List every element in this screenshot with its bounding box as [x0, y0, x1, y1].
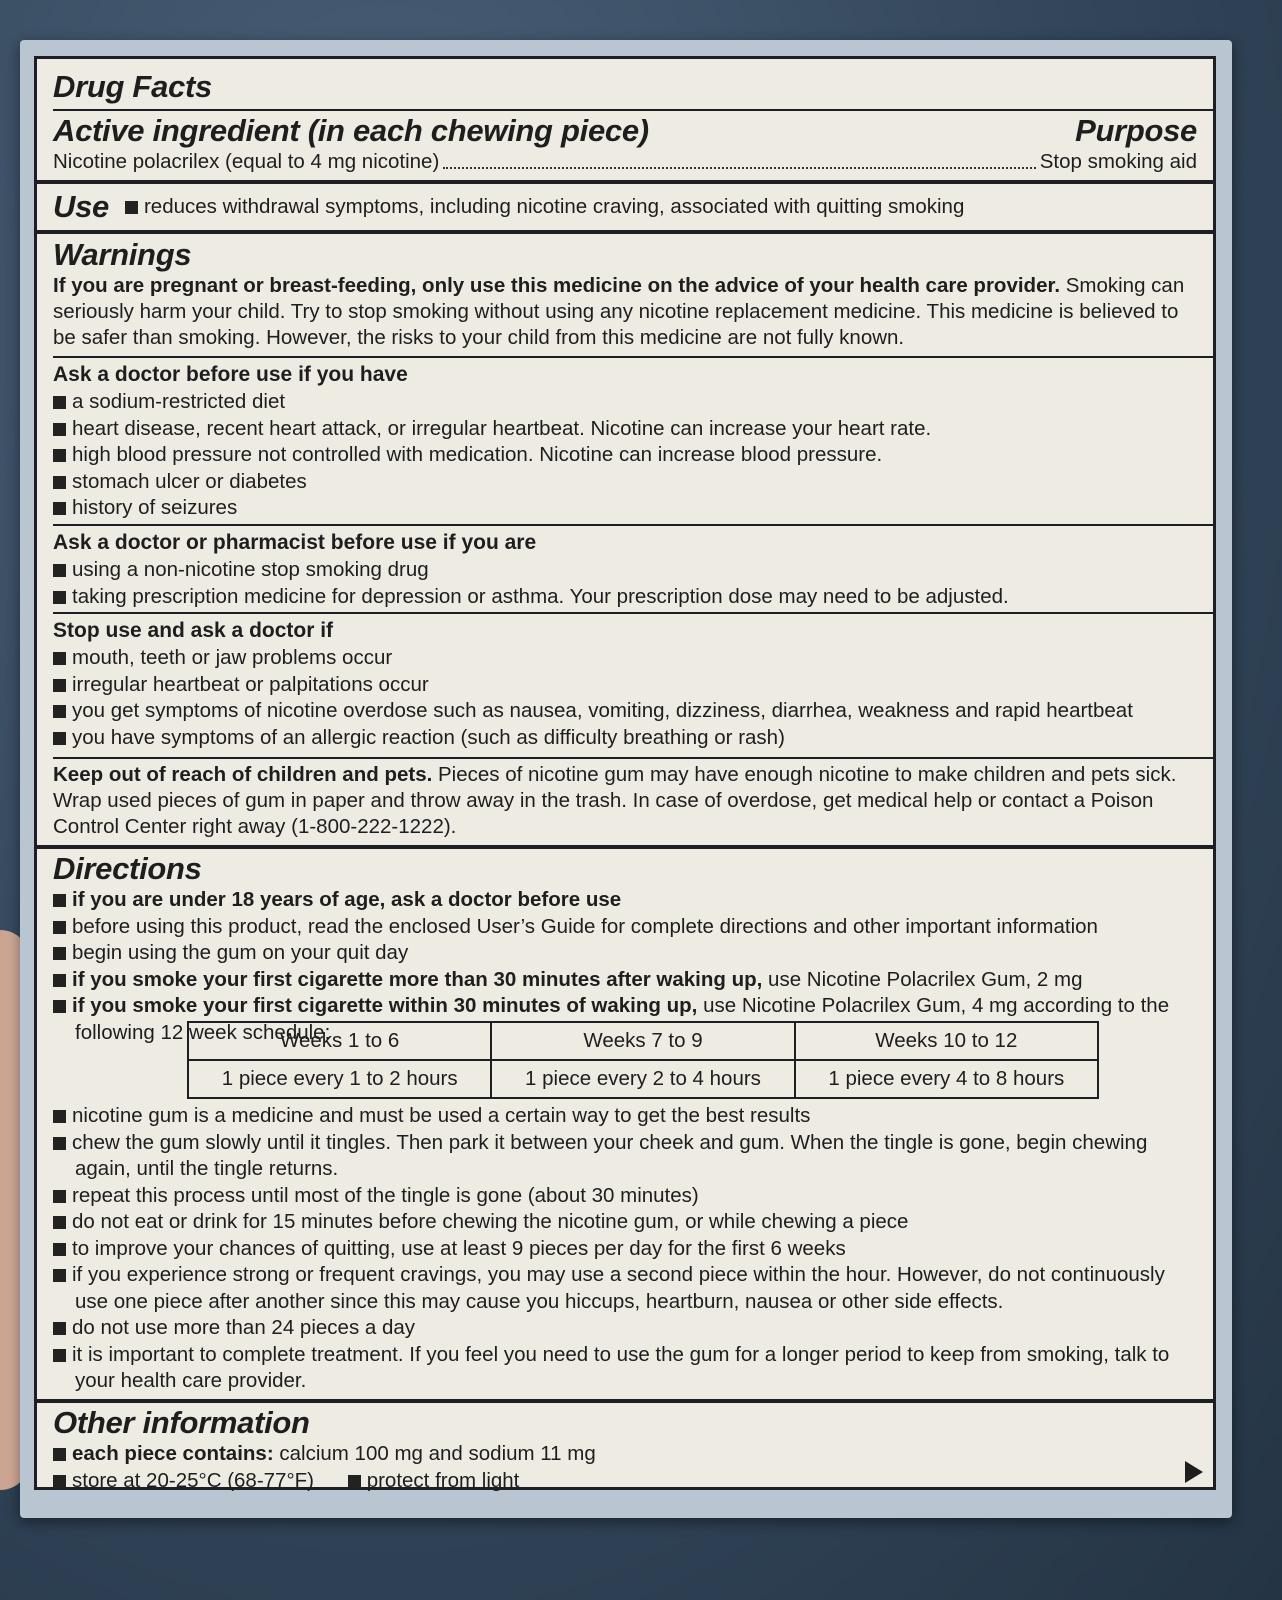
drug-facts-panel	[34, 56, 1216, 1490]
bullet-icon	[125, 201, 138, 214]
table-header-cell: Weeks 1 to 6	[188, 1022, 491, 1060]
bullet-icon	[53, 591, 66, 604]
keep-out-section	[37, 762, 1213, 840]
bullet-icon	[53, 1269, 66, 1282]
dosing-schedule-table	[187, 1021, 1099, 1099]
pregnancy-warning	[53, 273, 1197, 351]
keep-out-warning	[53, 762, 1193, 840]
bullet-icon	[53, 1349, 66, 1362]
table-header-cell: Weeks 10 to 12	[795, 1022, 1098, 1060]
table-cell: 1 piece every 4 to 8 hours	[795, 1060, 1098, 1098]
warnings-rule	[53, 356, 1213, 358]
bullet-icon	[53, 1216, 66, 1229]
list-item: each piece contains: calcium 100 mg and sodium 11 mg	[53, 1441, 1197, 1468]
ask-pharmacist-heading: Ask a doctor or pharmacist before use if you are	[53, 531, 537, 554]
list-item: to improve your chances of quitting, use at least 9 pieces per day for the first 6 weeks	[53, 1236, 1193, 1263]
ask-pharmacist-section	[37, 529, 1213, 610]
directions-section	[37, 851, 1213, 1396]
use-heading: Use	[53, 189, 109, 224]
table-header-cell: Weeks 7 to 9	[491, 1022, 794, 1060]
bullet-icon	[53, 1322, 66, 1335]
list-item: do not eat or drink for 15 minutes before chewing the nicotine gum, or while chewing a piece	[53, 1209, 1193, 1236]
keep-out-text: Pieces of nicotine gum may have enough nicotine to make children and pets sick. Wrap used pieces of gum in paper and throw away in the trash. In case of overdose, get medical help or contact a Poison Control Center right away (1-800-222-1222).	[53, 763, 1177, 838]
bullet-icon	[53, 679, 66, 692]
purpose-heading: Purpose	[1075, 113, 1197, 148]
list-item: stomach ulcer or diabetes	[53, 469, 1197, 496]
list-item: heart disease, recent heart attack, or irregular heartbeat. Nicotine can increase your heart rate.	[53, 416, 1197, 443]
list-item: high blood pressure not controlled with medication. Nicotine can increase blood pressure.	[53, 442, 1197, 469]
continue-arrow-icon	[1185, 1461, 1203, 1483]
list-item: before using this product, read the enclosed User’s Guide for complete directions and other important information	[53, 914, 1197, 941]
pregnancy-text: Smoking can seriously harm your child. Try to stop smoking without using any nicotine replacement medicine. This medicine is believed to be safer than smoking. However, the risks to your child from this medicine are not fully known.	[53, 274, 1185, 349]
list-item: if you smoke your first cigarette more than 30 minutes after waking up, use Nicotine Polacrilex Gum, 2 mg	[53, 967, 1197, 994]
drug-facts-title: Drug Facts	[53, 69, 212, 104]
ingredient-text: Nicotine polacrilex (equal to 4 mg nicotine)	[53, 150, 440, 173]
bullet-icon	[53, 1243, 66, 1256]
stop-use-heading: Stop use and ask a doctor if	[53, 619, 334, 642]
title-rule	[53, 109, 1213, 111]
list-item: store at 20-25°C (68-77°F) protect from light	[53, 1468, 1197, 1495]
bullet-icon	[53, 502, 66, 515]
bullet-icon	[53, 1448, 66, 1461]
list-item: if you smoke your first cigarette within 30 minutes of waking up, use Nicotine Polacrilex Gum, 4 mg according to the	[53, 993, 1197, 1020]
list-item: using a non-nicotine stop smoking drug	[53, 557, 1197, 584]
list-item: a sodium-restricted diet	[53, 389, 1197, 416]
active-rule	[37, 180, 1213, 184]
other-information-section	[37, 1405, 1213, 1494]
directions-heading: Directions	[53, 851, 202, 886]
ask-doctor-heading: Ask a doctor before use if you have	[53, 363, 408, 386]
list-item: if you experience strong or frequent cravings, you may use a second piece within the hour. However, do not continuously use one piece after another since this may cause you hiccups, heartburn, nausea or other side effects.	[53, 1262, 1193, 1315]
bullet-icon	[53, 921, 66, 934]
list-item: if you are under 18 years of age, ask a doctor before use	[53, 887, 1197, 914]
bullet-icon	[53, 396, 66, 409]
schedule-intro: following 12 week schedule:	[75, 1020, 331, 1044]
list-item: it is important to complete treatment. If you feel you need to use the gum for a longer period to keep from smoking, talk to your health care provider.	[53, 1342, 1193, 1395]
warnings-end-rule	[37, 845, 1213, 849]
package-box	[20, 40, 1232, 1518]
leader-dots	[443, 167, 1035, 169]
bullet-icon	[53, 705, 66, 718]
ask-doctor-section	[37, 361, 1213, 522]
bullet-icon	[53, 1190, 66, 1203]
warnings-heading: Warnings	[53, 237, 192, 272]
table-cell: 1 piece every 2 to 4 hours	[491, 1060, 794, 1098]
bullet-icon	[53, 652, 66, 665]
list-item: do not use more than 24 pieces a day	[53, 1315, 1193, 1342]
list-item: you have symptoms of an allergic reaction (such as difficulty breathing or rash)	[53, 725, 1197, 752]
other-information-heading: Other information	[53, 1405, 310, 1440]
bullet-icon	[53, 476, 66, 489]
table-cell: 1 piece every 1 to 2 hours	[188, 1060, 491, 1098]
use-rule	[37, 230, 1213, 234]
bullet-icon	[53, 1000, 66, 1013]
stop-use-rule	[53, 757, 1213, 759]
table-row	[188, 1022, 1098, 1060]
ask-pharmacist-rule	[53, 612, 1213, 614]
use-section	[37, 189, 1213, 225]
directions-end-rule	[37, 1399, 1213, 1403]
bullet-icon	[53, 894, 66, 907]
bullet-icon	[53, 1110, 66, 1123]
active-ingredient-section	[37, 113, 1213, 175]
list-item: repeat this process until most of the tingle is gone (about 30 minutes)	[53, 1183, 1193, 1210]
bullet-icon	[53, 423, 66, 436]
list-item: you get symptoms of nicotine overdose such as nausea, vomiting, dizziness, diarrhea, weakness and rapid heartbeat	[53, 698, 1197, 725]
list-item: begin using the gum on your quit day	[53, 940, 1197, 967]
bullet-icon	[53, 564, 66, 577]
bullet-icon	[53, 1475, 66, 1488]
warnings-section	[37, 237, 1213, 351]
purpose-text: Stop smoking aid	[1039, 150, 1197, 173]
keep-out-bold: Keep out of reach of children and pets.	[53, 763, 433, 786]
use-text: reduces withdrawal symptoms, including nicotine craving, associated with quitting smoking	[143, 195, 965, 218]
directions-list	[53, 1103, 1193, 1395]
bullet-icon	[53, 947, 66, 960]
table-row	[188, 1060, 1098, 1098]
active-ingredient-heading: Active ingredient (in each chewing piece)	[53, 113, 649, 148]
bullet-icon	[348, 1475, 361, 1488]
bullet-icon	[53, 1137, 66, 1150]
ask-doctor-rule	[53, 524, 1213, 526]
bullet-icon	[53, 974, 66, 987]
list-item: taking prescription medicine for depression or asthma. Your prescription dose may need to be adjusted.	[53, 584, 1197, 611]
list-item: irregular heartbeat or palpitations occur	[53, 672, 1197, 699]
bullet-icon	[53, 732, 66, 745]
bullet-icon	[53, 449, 66, 462]
list-item: mouth, teeth or jaw problems occur	[53, 645, 1197, 672]
stop-use-section	[37, 617, 1213, 751]
list-item: chew the gum slowly until it tingles. Then park it between your cheek and gum. When the tingle is gone, begin chewing again, until the tingle returns.	[53, 1130, 1193, 1183]
list-item: nicotine gum is a medicine and must be used a certain way to get the best results	[53, 1103, 1193, 1130]
list-item: history of seizures	[53, 495, 1197, 522]
pregnancy-bold: If you are pregnant or breast-feeding, only use this medicine on the advice of your health care provider.	[53, 274, 1061, 297]
